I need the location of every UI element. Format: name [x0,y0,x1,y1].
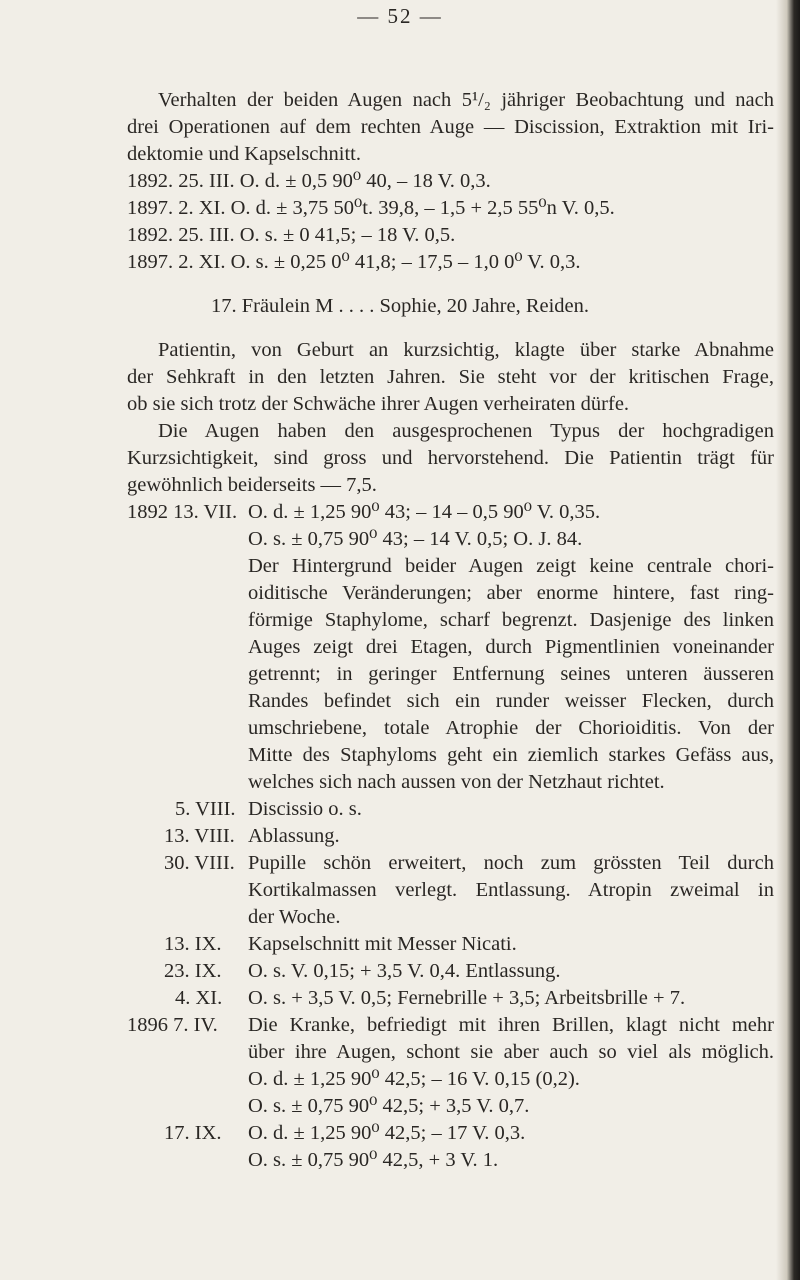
entry-text-line: Randes befindet sich ein runder weisser Flecken, durch [248,690,774,712]
entry-text-line: Mitte des Staphyloms geht ein ziemlich starkes Gefäss aus, [248,744,774,766]
entry-text-line: Kortikalmassen verlegt. Entlassung. Atropin zweimal in [248,879,774,901]
entry-text-line: welches sich nach aussen von der Netzhaut richtet. [248,771,665,793]
para1-line-1: Patientin, von Geburt an kurzsichtig, klagte über starke Abnahme [158,339,774,361]
entry-text-line: Auges zeigt drei Etagen, durch Pigmentlinien voneinander [248,636,774,658]
entry-text-line: über ihre Augen, schont sie aber auch so viel als möglich. [248,1041,774,1063]
case-heading: 17. Fräulein M . . . . Sophie, 20 Jahre, Reiden. [210,295,590,317]
entry-date: 23. IX. [164,960,222,982]
entry-text-line: Die Kranke, befriedigt mit ihren Brillen, klagt nicht mehr [248,1014,774,1036]
para2-line-3: gewöhnlich beiderseits — 7,5. [127,474,377,496]
measurement-line: 1897. 2. XI. O. s. ± 0,25 0⁰ 41,8; – 17,5 – 1,0 0⁰ V. 0,3. [127,251,581,273]
entry-text-line: O. s. ± 0,75 90⁰ 42,5; + 3,5 V. 0,7. [248,1095,530,1117]
entry-date: 1892 13. VII. [127,501,238,523]
para2-line-2: Kurzsichtigkeit, sind gross und hervorstehend. Die Patientin trägt für [127,447,774,469]
measurement-line: 1892. 25. III. O. s. ± 0 41,5; – 18 V. 0,5. [127,224,456,246]
page-edge-shadow [776,0,800,1280]
entry-text-line: getrennt; in geringer Entfernung seines unteren äusseren [248,663,774,685]
entry-date: 17. IX. [164,1122,222,1144]
entry-text-line: O. s. ± 0,75 90⁰ 42,5, + 3 V. 1. [248,1149,499,1171]
measurement-line: 1892. 25. III. O. d. ± 0,5 90⁰ 40, – 18 V. 0,3. [127,170,491,192]
intro-line-2: drei Operationen auf dem rechten Auge — Discission, Extraktion mit Iri- [127,116,774,138]
intro-line-1: Verhalten der beiden Augen nach 5¹/₂ jähriger Beobachtung und nach [158,89,774,111]
para2-line-1: Die Augen haben den ausgesprochenen Typus der hochgradigen [158,420,774,442]
para1-line-3: ob sie sich trotz der Schwäche ihrer Augen verheiraten dürfe. [127,393,630,415]
entry-text-line: oiditische Veränderungen; aber enorme hintere, fast ring- [248,582,774,604]
intro-line-3: dektomie und Kapselschnitt. [127,143,361,165]
entry-text-line: Ablassung. [248,825,340,847]
entry-date: 13. VIII. [164,825,235,847]
entry-text-line: O. s. V. 0,15; + 3,5 V. 0,4. Entlassung. [248,960,561,982]
entry-text-line: Der Hintergrund beider Augen zeigt keine centrale chori- [248,555,774,577]
entry-text-line: O. d. ± 1,25 90⁰ 42,5; – 16 V. 0,15 (0,2). [248,1068,580,1090]
entry-text-line: O. d. ± 1,25 90⁰ 42,5; – 17 V. 0,3. [248,1122,526,1144]
entry-text-line: umschriebene, totale Atrophie der Chorioiditis. Von der [248,717,774,739]
entry-date: 13. IX. [164,933,222,955]
entry-text-line: O. s. ± 0,75 90⁰ 43; – 14 V. 0,5; O. J. 84. [248,528,583,550]
entry-date: 1896 7. IV. [127,1014,218,1036]
entry-text-line: Kapselschnitt mit Messer Nicati. [248,933,517,955]
entry-text-line: der Woche. [248,906,341,928]
page-number: — 52 — [357,4,443,28]
measurement-line: 1897. 2. XI. O. d. ± 3,75 50⁰t. 39,8, – 1,5 + 2,5 55⁰n V. 0,5. [127,197,615,219]
entry-text-line: O. s. + 3,5 V. 0,5; Fernebrille + 3,5; Arbeitsbrille + 7. [248,987,686,1009]
entry-date: 4. XI. [175,987,223,1009]
entry-date: 30. VIII. [164,852,235,874]
entry-text-line: Discissio o. s. [248,798,362,820]
entry-date: 5. VIII. [175,798,236,820]
entry-text-line: O. d. ± 1,25 90⁰ 43; – 14 – 0,5 90⁰ V. 0,35. [248,501,601,523]
para1-line-2: der Sehkraft in den letzten Jahren. Sie steht vor der kritischen Frage, [127,366,774,388]
entry-text-line: förmige Staphylome, scharf begrenzt. Dasjenige des linken [248,609,774,631]
entry-text-line: Pupille schön erweitert, noch zum grössten Teil durch [248,852,774,874]
